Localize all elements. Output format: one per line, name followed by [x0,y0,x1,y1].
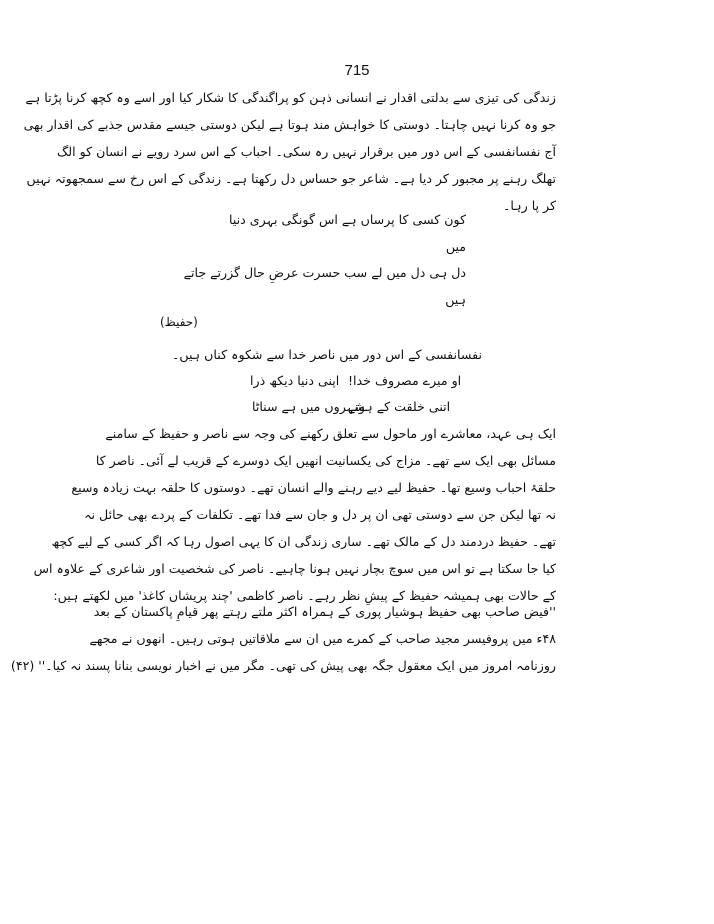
text-line: روزنامہ امروز میں ایک معقول جگہ بھی پیش کی تھی۔ مگر میں نے اخبار نویسی بنانا پسند نہ کیا۔'' (۴۲) [10,658,556,673]
couplet-line-1-left: اپنی دنیا دیکھ ذرا [250,373,340,388]
text-line: جو وہ کرنا نہیں چاہتا۔ دوستی کا خواہش مند ہوتا ہے لیکن دوستی جیسے مقدس جذبے کی اقدار بھی [23,117,556,132]
text-line: مسائل بھی ایک سے تھے۔ مزاج کی یکسانیت انھیں ایک دوسرے کے قریب لے آئی۔ ناصر کا [95,453,556,468]
paragraph-1 [23,84,556,219]
verse-line: دل ہی دل میں لے سب حسرت عرضِ حال گزرتے جاتے [183,265,466,280]
intro-line: نفسانفسی کے اس دور میں ناصر خدا سے شکوہ کناں ہیں۔ [172,347,482,362]
text-line: کیا جا سکتا ہے تو اس میں سوچ بچار نہیں ہونا چاہیے۔ ناصر کی شخصیت اور شاعری کے علاوہ اس [33,561,556,576]
couplet-line-2-right: اتنی خلقت کے ہوتے [348,399,451,414]
text-line: نہ تھا لیکن جن سے دوستی تھی ان پر دل و جان سے فدا تھے۔ تکلفات کے پردے بھی حائل نہ [84,507,556,522]
couplet-line-2-left: شہروں میں ہے سناٹا [252,399,365,414]
text-line: ایک ہی عہد، معاشرے اور ماحول سے تعلق رکھنے کی وجہ سے ناصر و حفیظ کے سامنے [105,426,556,441]
verse-1 [183,207,466,313]
text-line: ۴۸ء میں پروفیسر مجید صاحب کے کمرے میں ان سے ملاقاتیں ہوتی رہیں۔ انھوں نے مجھے [89,631,556,646]
page-number: 715 [344,62,370,79]
verse-line: ہیں [445,291,466,307]
intro-line-block [172,342,482,368]
text-line: حلقۂ احباب وسیع تھا۔ حفیظ لیے دیے رہنے والے انسان تھے۔ دوستوں کا حلقہ بہت زیادہ وسیع [71,480,556,495]
verse-line: میں [445,238,466,254]
text-line: آج نفسانفسی کے اس دور میں برقرار نہیں رہ سکی۔ احباب کے اس سرد رویے نے انسان کو الگ [56,144,556,159]
verse-poet-attribution: (حفیظ) [160,315,198,329]
verse-line: کون کسی کا پرساں ہے اس گونگی بہری دنیا [229,212,466,227]
paragraph-2 [33,420,556,609]
text-line: تھے۔ حفیظ دردمند دل کے مالک تھے۔ ساری زندگی ان کا یہی اصول رہا کہ اگر کسی کے لیے کچھ [51,534,556,549]
text-line: کے حالات بھی ہمیشہ حفیظ کے پیشِ نظر رہے۔ ناصر کاظمی 'چند پریشاں کاغذ' میں لکھتے ہیں: [53,588,556,603]
couplet-line-1-right: او میرے مصروف خدا! [348,373,462,388]
text-line: تھلگ رہنے پر مجبور کر دیا ہے۔ شاعر جو حساس دل رکھتا ہے۔ زندگی کے اس رخ سے سمجھوتہ نہیں [26,171,556,186]
text-line: زندگی کی تیزی سے بدلتی اقدار نے انسانی ذہن کو پراگندگی کا شکار کیا اور اسے وہ کچھ کرنا پڑتا ہے [25,90,556,105]
quotation-block [10,598,556,679]
text-line: ''فیض صاحب بھی حفیظ ہوشیار پوری کے ہمراہ اکثر ملتے رہتے پھر قیامِ پاکستان کے بعد [93,604,556,619]
text-line: کر پا رہا۔ [503,198,556,213]
